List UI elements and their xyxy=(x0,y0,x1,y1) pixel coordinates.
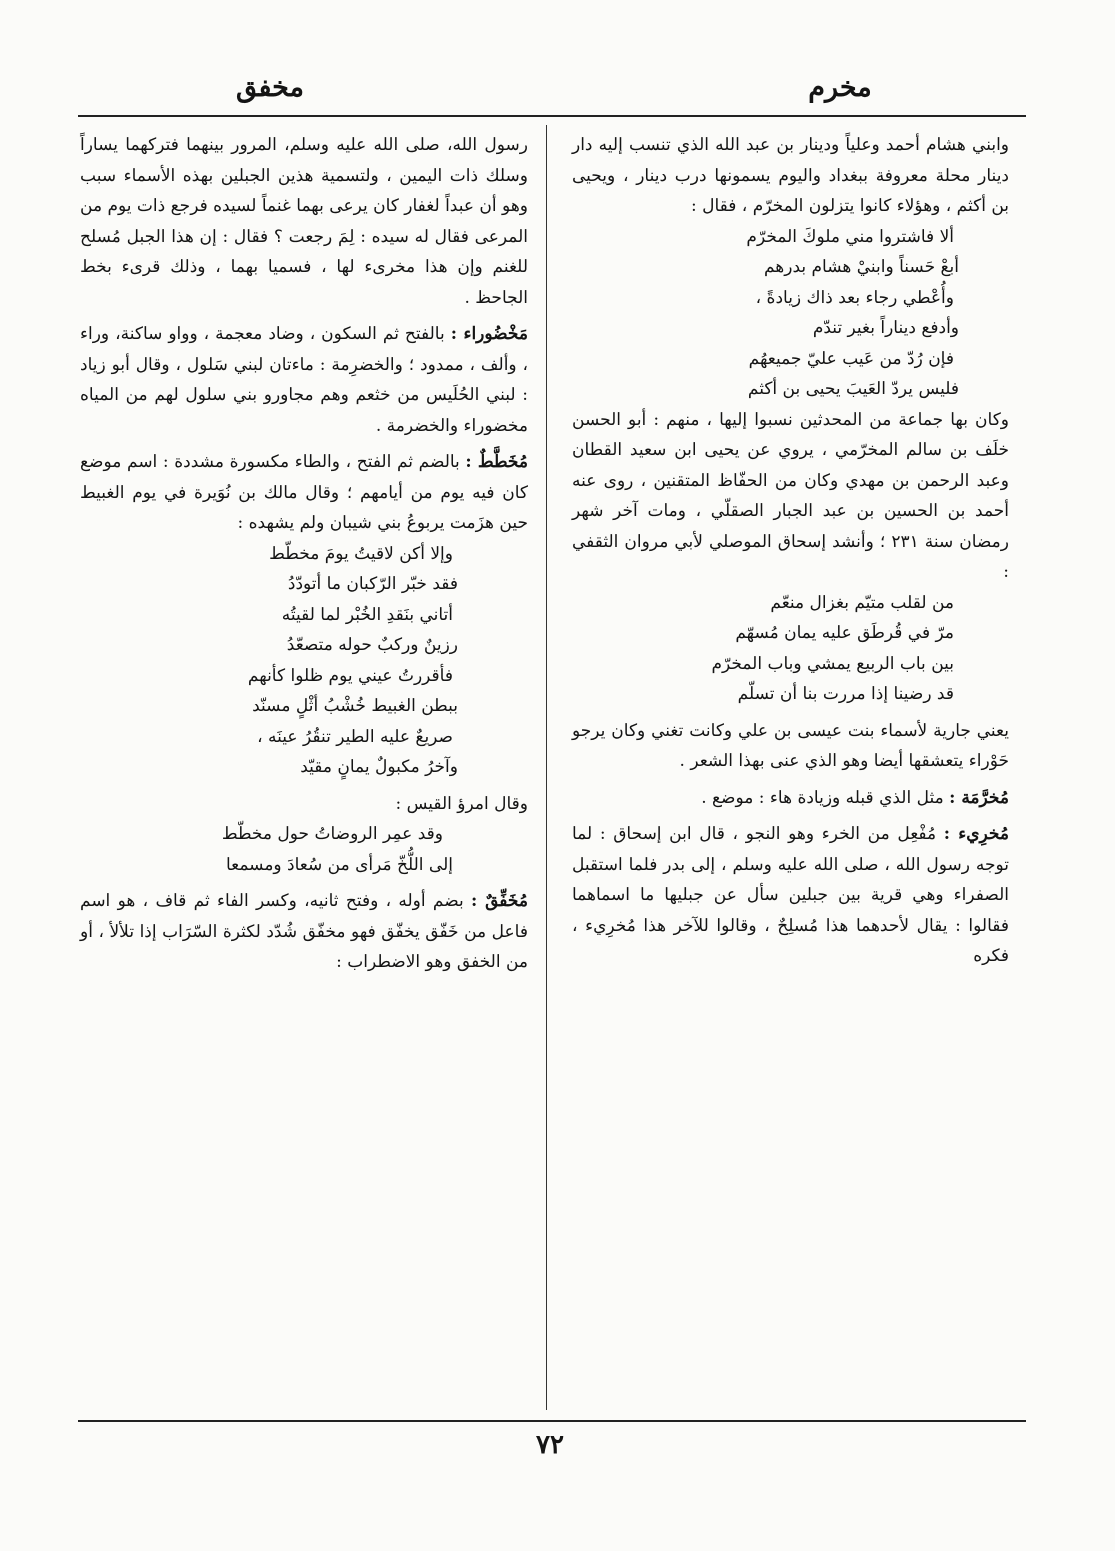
poem-1 xyxy=(572,222,1009,405)
poem-line: صريعٌ عليه الطير تنقُرُ عينَه ، xyxy=(257,726,453,747)
poem-line: فأقررتُ عيني يوم ظلوا كأنهم xyxy=(247,665,453,686)
entry-headword: مُخرَّمَة : xyxy=(949,787,1009,808)
column-divider xyxy=(546,125,547,1410)
poem-4 xyxy=(80,819,528,880)
poem-line: فقد خبّر الرّكبان ما أتودّدُ xyxy=(287,574,458,594)
poem-line: ببطن الغبيط خُشْبُ أثْلٍ مسنّد xyxy=(252,696,458,716)
entry-mukhri xyxy=(572,819,1009,972)
entry-text: مُفْعِل من الخرء وهو النجو ، قال ابن إسحاق : لما توجه رسول الله ، صلى الله عليه وسلم ، إلى بدر فلما استقبل الصفراء وهي قرية بين جبلين سأل عن جبليها ما اسماهما فقالوا : يقال لأحدهما هذا مُسلِحٌ ، وقالوا للآخر هذا مُخرِيء ، فكره xyxy=(572,824,1009,966)
poem-line: أتاني بنَقدِ الخُبْر لما لقيتُه xyxy=(281,604,453,625)
bottom-rule xyxy=(78,1420,1026,1422)
poem-2 xyxy=(572,588,1009,710)
entry-text: بضم أوله ، وفتح ثانيه، وكسر الفاء ثم قاف ، هو اسم فاعل من خَفّق يخفّق فهو مخفّق شُدّد لكثرة السّرَاب إذا تلألأ ، أو من الخفق وهو الاضطراب : xyxy=(80,891,528,972)
intro-paragraph: وابني هشام أحمد وعلياً ودينار بن عبد الله الذي تنسب إليه دار دينار محلة معروفة ببغداد واليوم يسمونها درب دينار ، ويحيى بن أكثم ، وهؤلاء كانوا يتزلون المخرّم ، فقال : xyxy=(572,135,1009,216)
entry-text: مثل الذي قبله وزيادة هاء : موضع . xyxy=(701,787,944,808)
entry-makhdura xyxy=(80,319,528,441)
poem-line: وأُعْطي رجاء بعد ذاك زيادةً ، xyxy=(755,287,954,308)
entry-text: بالفتح ثم السكون ، وضاد معجمة ، وواو ساكنة، وراء ، وألف ، ممدود ؛ والخضرِمة : ماءتان لبني سَلول ، وقال أبو زياد : لبني الحُلَيس من خثعم وهم مجاورو بني سلول لهم من المياه مخضوراء والخضرمة . xyxy=(80,324,528,436)
entry-text: بالضم ثم الفتح ، والطاء مكسورة مشددة : اسم موضع كان فيه يوم من أيامهم ؛ وقال مالك بن نُوَيرة في يوم الغبيط حين هزَمت يربوعُ بني شيبان ولم يشهده : xyxy=(80,452,528,533)
entry-makhramah xyxy=(572,783,1009,814)
poem-line: وإلا أكن لاقيتُ يومَ مخطّط xyxy=(269,543,453,564)
poem-line: فإن رُدّ من عَيب عليّ جميعهُم xyxy=(748,348,954,369)
poem-line: فليس يردّ العَيبَ يحيى بن أكثم xyxy=(747,379,959,399)
entry-headword: مُخرِيء : xyxy=(943,824,1009,844)
top-rule xyxy=(78,115,1026,117)
poem-line: إلى اللُّخّ مَرأى من سُعادَ ومسمعا xyxy=(225,854,453,875)
poem-3 xyxy=(80,539,528,783)
entry-headword: مُخَطَّطٌ : xyxy=(465,452,529,472)
poem-line: وأدفع ديناراً بغير تندّم xyxy=(812,318,959,338)
entry-headword: مَخْضُوراء : xyxy=(450,324,528,344)
page-number: ٧٢ xyxy=(536,1430,564,1460)
poem-line: رزينٌ وركبٌ حوله متصعّدُ xyxy=(286,635,458,655)
poem-4-intro: وقال امرؤ القيس : xyxy=(395,793,528,814)
poem-line: مرّ في قُرطَق عليه يمان مُسهّم xyxy=(735,623,954,643)
paragraph-continuation: رسول الله، صلى الله عليه وسلم، المرور بينهما فتركهما يساراً وسلك ذات اليمين ، ولتسمية هذين الجبلين بهذه الأسماء سبب وهو أن عبداً لغفار كان يرعى بهما غنماً لسيده فرجع ذات يوم من المرعى فقال له سيده : لِمَ رجعت ؟ فقال : إن هذا الجبل مُسلح للغنم وإن هذا مخرىء لها ، فسميا بهما ، وذلك قرىء بخط الجاحظ . xyxy=(80,135,528,308)
paragraph-jariya: يعني جارية لأسماء بنت عيسى بن علي وكانت تغني وكان يرجو حَوْراء يتعشقها أيضا وهو الذي عنى بهذا الشعر . xyxy=(572,720,1009,771)
entry-mukhattat xyxy=(80,447,528,539)
poem-line: قد رضينا إذا مررت بنا أن تسلّم xyxy=(737,684,954,704)
entry-headword: مُخَفِّقٌ : xyxy=(471,891,528,911)
poem-line: أبعْ حَسناً وابنيْ هشام بدرهم xyxy=(763,257,959,277)
paragraph-muhaddithin: وكان بها جماعة من المحدثين نسبوا إليها ، منهم : أبو الحسن خلَف بن سالم المخرّمي ، يروي عن يحيى ابن سعيد القطان وعبد الرحمن بن مهدي وكان من الحفّاظ المتقنين ، روى عنه أحمد بن الحسين بن عبد الجبار الصقلّي ، ومات آخر شهر رمضان سنة ٢٣١ ؛ وأنشد إسحاق الموصلي لأبي مروان الثقفي : xyxy=(572,409,1009,582)
running-header-right: مخرم xyxy=(808,72,872,103)
poem-line: من لقلب متيّم بغزال منعّم xyxy=(770,592,954,613)
entry-mukhaffaq xyxy=(80,886,528,978)
running-header-left: مخفق xyxy=(235,72,305,103)
right-column xyxy=(572,130,1009,972)
poem-line: ألا فاشتروا مني ملوكَ المخرّم xyxy=(746,226,954,247)
poem-line: وقد عمِر الروضاتُ حول مخطّط xyxy=(221,824,443,844)
poem-line: بين باب الربيع يمشي وباب المخرّم xyxy=(711,653,954,674)
left-column xyxy=(80,130,528,978)
poem-line: وآخرُ مكبولٌ يمانٍ مقيّد xyxy=(300,757,458,777)
